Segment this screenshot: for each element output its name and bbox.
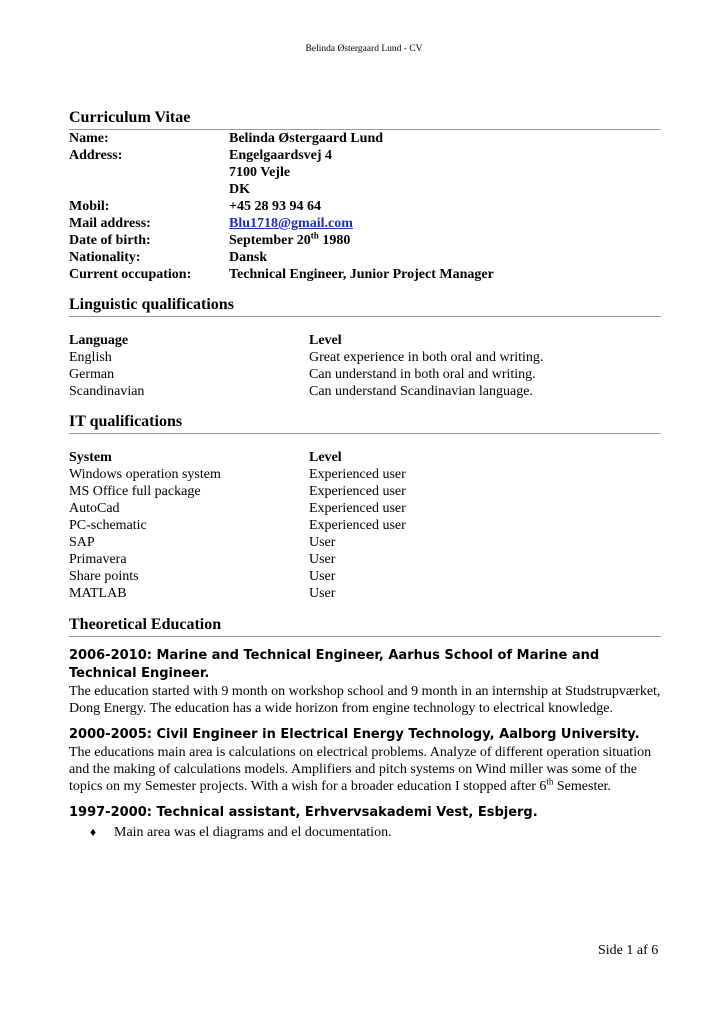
language-cell: English [69, 350, 112, 365]
info-row-occupation [69, 266, 661, 283]
email-link[interactable]: Blu1718@gmail.com [229, 216, 353, 231]
linguistic-row [69, 383, 661, 400]
info-row-city [69, 164, 661, 181]
info-label: Name: [69, 131, 109, 146]
level-cell: Can understand in both oral and writing. [309, 367, 536, 382]
info-value: DK [229, 182, 250, 197]
system-cell: Share points [69, 569, 139, 584]
level-cell: User [309, 552, 336, 567]
column-header: Language [69, 333, 129, 348]
level-cell: Experienced user [309, 467, 406, 482]
it-header-row [69, 449, 661, 466]
info-label: Current occupation: [69, 267, 192, 282]
linguistic-header-row [69, 332, 661, 349]
info-row-mobile [69, 198, 661, 215]
birth-date-sup: th [310, 230, 319, 241]
linguistic-row [69, 349, 661, 366]
level-cell: Experienced user [309, 518, 406, 533]
it-row [69, 500, 661, 517]
system-cell: PC-schematic [69, 518, 147, 533]
language-cell: Scandinavian [69, 384, 145, 399]
system-cell: MS Office full package [69, 484, 201, 499]
level-cell: Experienced user [309, 501, 406, 516]
info-label: Date of birth: [69, 233, 151, 248]
education-heading-1: 2006-2010: Marine and Technical Engineer, Aarhus School of Marine and Technical Engineer. [69, 648, 600, 681]
it-row [69, 466, 661, 483]
birth-year-text: 1980 [318, 233, 351, 248]
it-table [69, 449, 661, 602]
linguistic-row [69, 366, 661, 383]
system-cell: AutoCad [69, 501, 120, 516]
column-header: Level [309, 450, 342, 465]
column-header: Level [309, 333, 342, 348]
system-cell: MATLAB [69, 586, 127, 601]
system-cell: Primavera [69, 552, 127, 567]
info-label [69, 181, 229, 198]
info-row-name [69, 130, 661, 147]
info-row-address [69, 147, 661, 164]
info-row-nationality [69, 249, 661, 266]
info-label: Nationality: [69, 250, 141, 265]
birth-date-text: September 20 [229, 233, 311, 248]
info-value [229, 232, 350, 249]
info-label: Mobil: [69, 199, 110, 214]
it-row [69, 568, 661, 585]
info-value: Engelgaardsvej 4 [229, 148, 333, 163]
language-cell: German [69, 367, 115, 382]
it-title: IT qualifications [69, 412, 661, 434]
info-row-birth [69, 232, 661, 249]
linguistic-title: Linguistic qualifications [69, 295, 661, 317]
education-text-2-sup: th [546, 776, 554, 787]
cv-title: Curriculum Vitae [69, 108, 661, 130]
linguistic-table [69, 332, 661, 400]
info-label: Mail address: [69, 216, 151, 231]
it-row [69, 483, 661, 500]
level-cell: Can understand Scandinavian language. [309, 384, 533, 399]
info-value: Dansk [229, 250, 268, 265]
it-row [69, 551, 661, 568]
info-value: Technical Engineer, Junior Project Manager [229, 267, 494, 282]
page-content [69, 108, 661, 841]
page-header: Belinda Østergaard Lund - CV [305, 44, 423, 54]
info-value: +45 28 93 94 64 [229, 199, 321, 214]
education-text-2 [69, 744, 661, 795]
personal-info [69, 130, 661, 283]
system-cell: Windows operation system [69, 467, 221, 482]
info-row-mail [69, 215, 661, 232]
diamond-bullet-icon: ♦ [90, 825, 97, 839]
level-cell: User [309, 535, 336, 550]
list-item [69, 824, 661, 841]
it-row [69, 585, 661, 602]
level-cell: Experienced user [309, 484, 406, 499]
system-cell: SAP [69, 535, 95, 550]
education-heading-3: 1997-2000: Technical assistant, Erhvervsakademi Vest, Esbjerg. [69, 805, 538, 820]
info-value: 7100 Vejle [229, 165, 291, 180]
info-row-country [69, 181, 661, 198]
education-title: Theoretical Education [69, 615, 661, 637]
level-cell: User [309, 569, 336, 584]
it-row [69, 517, 661, 534]
education-text-1: The education started with 9 month on workshop school and 9 month in an internship at Studstrupværket, Dong Energy. The education has a wide horizon from engine technology to electrical knowledge. [69, 684, 661, 716]
column-header: System [69, 450, 112, 465]
level-cell: User [309, 586, 336, 601]
education-text-2-end: Semester. [553, 779, 611, 794]
page-number: Side 1 af 6 [598, 943, 659, 958]
info-label: Address: [69, 148, 123, 163]
level-cell: Great experience in both oral and writing. [309, 350, 544, 365]
education-text-2-main: The educations main area is calculations on electrical problems. Analyze of different operation situation and the making of calculations models. Amplifiers and pitch systems on Wind miller was some of the topics on my Semester projects. With a wish for a broader education I stopped after 6 [69, 745, 652, 794]
it-row [69, 534, 661, 551]
bullet-text: Main area was el diagrams and el documentation. [114, 825, 392, 840]
info-label [69, 164, 229, 181]
education-heading-2: 2000-2005: Civil Engineer in Electrical Energy Technology, Aalborg University. [69, 727, 640, 742]
info-value: Belinda Østergaard Lund [229, 131, 384, 146]
